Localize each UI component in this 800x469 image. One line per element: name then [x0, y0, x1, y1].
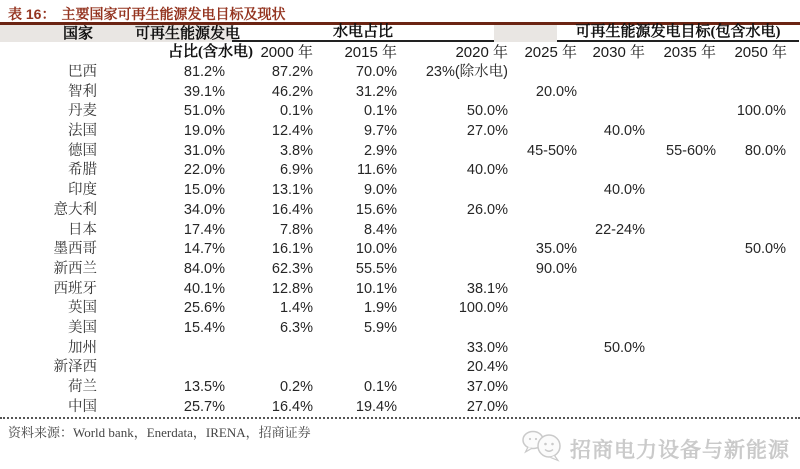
table-row — [0, 201, 786, 221]
value-cell — [645, 181, 716, 201]
table-row — [0, 378, 786, 398]
value-cell: 90.0% — [535, 260, 577, 277]
value-cell — [716, 181, 786, 201]
value-cell: 50.0% — [744, 241, 786, 258]
table-row — [0, 358, 786, 378]
value-cell — [577, 299, 645, 319]
value-cell — [716, 63, 786, 83]
value-cell — [645, 280, 716, 300]
value-cell: 1.9% — [363, 300, 397, 317]
value-cell — [645, 161, 716, 181]
value-cell: 22.0% — [183, 162, 225, 179]
year-column-header: 2030 年 — [592, 44, 645, 61]
value-cell: 7.8% — [279, 221, 313, 238]
country-cell: 中国 — [68, 398, 97, 415]
value-cell: 19.4% — [355, 398, 397, 415]
year-column-header: 2020 年 — [455, 44, 508, 61]
value-cell — [577, 161, 645, 181]
value-cell — [508, 378, 577, 398]
value-cell: 62.3% — [271, 260, 313, 277]
table-row — [0, 260, 786, 280]
value-cell — [397, 142, 508, 162]
country-cell: 智利 — [68, 83, 97, 100]
table-row — [0, 83, 786, 103]
value-cell: 37.0% — [466, 379, 508, 395]
renewable-share-column-header-line1: 可再生能源发电 — [134, 26, 240, 42]
value-cell — [100, 339, 227, 359]
value-cell: 40.0% — [603, 123, 645, 140]
value-cell: 9.0% — [363, 182, 397, 199]
value-cell: 15.4% — [183, 319, 225, 336]
value-cell: 31.0% — [183, 142, 225, 159]
value-cell: 50.0% — [466, 103, 508, 120]
value-cell: 12.8% — [271, 280, 313, 297]
value-cell — [645, 63, 716, 83]
value-cell — [716, 339, 786, 359]
value-cell — [716, 83, 786, 103]
table-row — [0, 102, 786, 122]
value-cell: 0.2% — [279, 379, 313, 395]
table-row — [0, 398, 786, 418]
value-cell — [577, 83, 645, 103]
value-cell — [645, 378, 716, 398]
value-cell: 23%(除水电) — [425, 64, 508, 80]
value-cell: 87.2% — [271, 64, 313, 80]
country-cell: 意大利 — [53, 201, 97, 218]
value-cell: 40.1% — [183, 280, 225, 297]
table-row — [0, 161, 786, 181]
value-cell: 6.3% — [279, 319, 313, 336]
value-cell — [508, 398, 577, 418]
header-gray-band-middle — [494, 25, 557, 42]
value-cell: 80.0% — [744, 142, 786, 159]
value-cell: 40.0% — [466, 162, 508, 179]
value-cell — [716, 280, 786, 300]
country-cell: 印度 — [68, 182, 97, 199]
value-cell — [645, 260, 716, 280]
value-cell: 19.0% — [183, 123, 225, 140]
value-cell: 26.0% — [466, 201, 508, 218]
value-cell: 46.2% — [271, 83, 313, 100]
value-cell: 1.4% — [279, 300, 313, 317]
value-cell — [577, 358, 645, 378]
value-cell: 12.4% — [271, 123, 313, 140]
year-column-header: 2050 年 — [734, 44, 787, 61]
value-cell: 2.9% — [363, 142, 397, 159]
value-cell: 8.4% — [363, 221, 397, 238]
value-cell — [645, 339, 716, 359]
source-note: 资料来源：World bank，Enerdata，IRENA，招商证券 — [8, 425, 311, 440]
country-cell: 巴西 — [68, 64, 97, 80]
value-cell — [397, 240, 508, 260]
value-cell — [645, 102, 716, 122]
value-cell: 10.1% — [355, 280, 397, 297]
value-cell — [397, 260, 508, 280]
value-cell — [100, 358, 227, 378]
footer-dotted-divider — [0, 417, 800, 419]
value-cell — [508, 102, 577, 122]
value-cell: 70.0% — [355, 64, 397, 80]
value-cell — [577, 260, 645, 280]
hydro-share-group-header: 水电占比 — [232, 25, 494, 42]
value-cell — [577, 378, 645, 398]
value-cell: 100.0% — [736, 103, 786, 120]
value-cell: 0.1% — [279, 103, 313, 120]
value-cell — [577, 201, 645, 221]
value-cell — [645, 240, 716, 260]
value-cell: 100.0% — [458, 300, 508, 317]
value-cell — [645, 398, 716, 418]
value-cell: 6.9% — [279, 162, 313, 179]
value-cell: 16.4% — [271, 398, 313, 415]
value-cell — [645, 83, 716, 103]
country-column-header: 国家 — [62, 26, 93, 42]
value-cell — [716, 299, 786, 319]
value-cell — [397, 83, 508, 103]
country-cell: 美国 — [68, 319, 97, 336]
renewable-target-group-header: 可再生能源发电目标(包含水电) — [557, 25, 799, 42]
country-cell: 荷兰 — [68, 379, 97, 395]
value-cell: 25.6% — [183, 300, 225, 317]
value-cell: 34.0% — [183, 201, 225, 218]
value-cell — [397, 319, 508, 339]
country-cell: 加州 — [68, 339, 97, 356]
value-cell: 39.1% — [183, 83, 225, 100]
value-cell: 55.5% — [355, 260, 397, 277]
value-cell — [508, 339, 577, 359]
wechat-icon — [521, 429, 563, 468]
value-cell — [716, 378, 786, 398]
value-cell — [227, 339, 313, 359]
value-cell: 55-60% — [666, 142, 716, 159]
table-row — [0, 240, 786, 260]
value-cell — [508, 221, 577, 241]
table-row — [0, 181, 786, 201]
value-cell: 35.0% — [535, 241, 577, 258]
year-column-header: 2015 年 — [344, 44, 397, 61]
country-cell: 新西兰 — [53, 260, 97, 277]
value-cell — [508, 319, 577, 339]
value-cell: 15.0% — [183, 182, 225, 199]
country-cell: 墨西哥 — [53, 241, 97, 258]
value-cell — [577, 240, 645, 260]
value-cell — [716, 319, 786, 339]
value-cell — [716, 161, 786, 181]
country-cell: 丹麦 — [68, 103, 97, 120]
value-cell — [577, 102, 645, 122]
table-body — [0, 63, 786, 417]
wechat-watermark — [521, 429, 790, 468]
value-cell — [645, 221, 716, 241]
value-cell: 20.0% — [535, 83, 577, 100]
value-cell — [577, 142, 645, 162]
value-cell: 17.4% — [183, 221, 225, 238]
table-row — [0, 319, 786, 339]
country-cell: 西班牙 — [53, 280, 97, 297]
value-cell: 10.0% — [355, 241, 397, 258]
year-column-header: 2000 年 — [260, 44, 313, 61]
value-cell: 84.0% — [183, 260, 225, 277]
value-cell — [508, 358, 577, 378]
value-cell: 38.1% — [466, 280, 508, 297]
value-cell: 22-24% — [595, 221, 645, 238]
value-cell: 13.1% — [271, 182, 313, 199]
value-cell: 0.1% — [363, 379, 397, 395]
value-cell — [645, 319, 716, 339]
value-cell — [577, 398, 645, 418]
value-cell — [577, 63, 645, 83]
value-cell — [508, 122, 577, 142]
value-cell — [397, 221, 508, 241]
value-cell: 9.7% — [363, 123, 397, 140]
value-cell: 3.8% — [279, 142, 313, 159]
value-cell — [716, 122, 786, 142]
value-cell — [645, 122, 716, 142]
value-cell: 15.6% — [355, 201, 397, 218]
renewable-share-column-header-line2: 占比(含水电) — [168, 44, 253, 60]
value-cell: 27.0% — [466, 398, 508, 415]
value-cell — [227, 358, 313, 378]
table-row — [0, 280, 786, 300]
value-cell — [716, 201, 786, 221]
value-cell — [508, 181, 577, 201]
country-cell: 新泽西 — [53, 359, 97, 376]
value-cell: 50.0% — [603, 339, 645, 356]
value-cell — [508, 280, 577, 300]
table-header — [0, 0, 800, 63]
value-cell: 14.7% — [183, 241, 225, 258]
table-row — [0, 299, 786, 319]
year-column-header: 2035 年 — [663, 44, 716, 61]
value-cell: 51.0% — [183, 103, 225, 120]
value-cell: 16.4% — [271, 201, 313, 218]
country-cell: 法国 — [68, 123, 97, 140]
table-title: 主要国家可再生能源发电目标及现状 — [61, 6, 286, 22]
country-cell: 德国 — [68, 142, 97, 159]
value-cell: 40.0% — [603, 182, 645, 199]
value-cell: 45-50% — [527, 142, 577, 159]
value-cell — [716, 221, 786, 241]
value-cell — [577, 280, 645, 300]
value-cell: 13.5% — [183, 379, 225, 395]
value-cell — [313, 339, 397, 359]
value-cell — [716, 358, 786, 378]
value-cell — [508, 201, 577, 221]
table-row — [0, 221, 786, 241]
table-row — [0, 339, 786, 359]
value-cell — [645, 299, 716, 319]
value-cell — [645, 201, 716, 221]
value-cell: 25.7% — [183, 398, 225, 415]
table-row — [0, 63, 786, 83]
value-cell — [397, 181, 508, 201]
country-cell: 希腊 — [68, 162, 97, 179]
value-cell: 20.4% — [466, 359, 508, 376]
value-cell — [508, 63, 577, 83]
country-cell: 日本 — [68, 221, 97, 238]
value-cell: 16.1% — [271, 241, 313, 258]
value-cell: 81.2% — [183, 64, 225, 80]
table-number-tag: 表 16： — [8, 6, 56, 22]
value-cell: 5.9% — [363, 319, 397, 336]
value-cell — [508, 299, 577, 319]
watermark-text: 招商电力设备与新能源 — [570, 438, 790, 462]
country-cell: 英国 — [68, 300, 97, 317]
value-cell: 0.1% — [363, 103, 397, 120]
value-cell: 33.0% — [466, 339, 508, 356]
table-row — [0, 142, 786, 162]
value-cell: 11.6% — [356, 162, 397, 179]
value-cell — [645, 358, 716, 378]
value-cell — [313, 358, 397, 378]
value-cell — [508, 161, 577, 181]
year-column-header: 2025 年 — [524, 44, 577, 61]
value-cell — [716, 398, 786, 418]
value-cell — [577, 319, 645, 339]
value-cell — [716, 260, 786, 280]
table-row — [0, 122, 786, 142]
value-cell: 27.0% — [466, 123, 508, 140]
value-cell: 31.2% — [355, 83, 397, 100]
